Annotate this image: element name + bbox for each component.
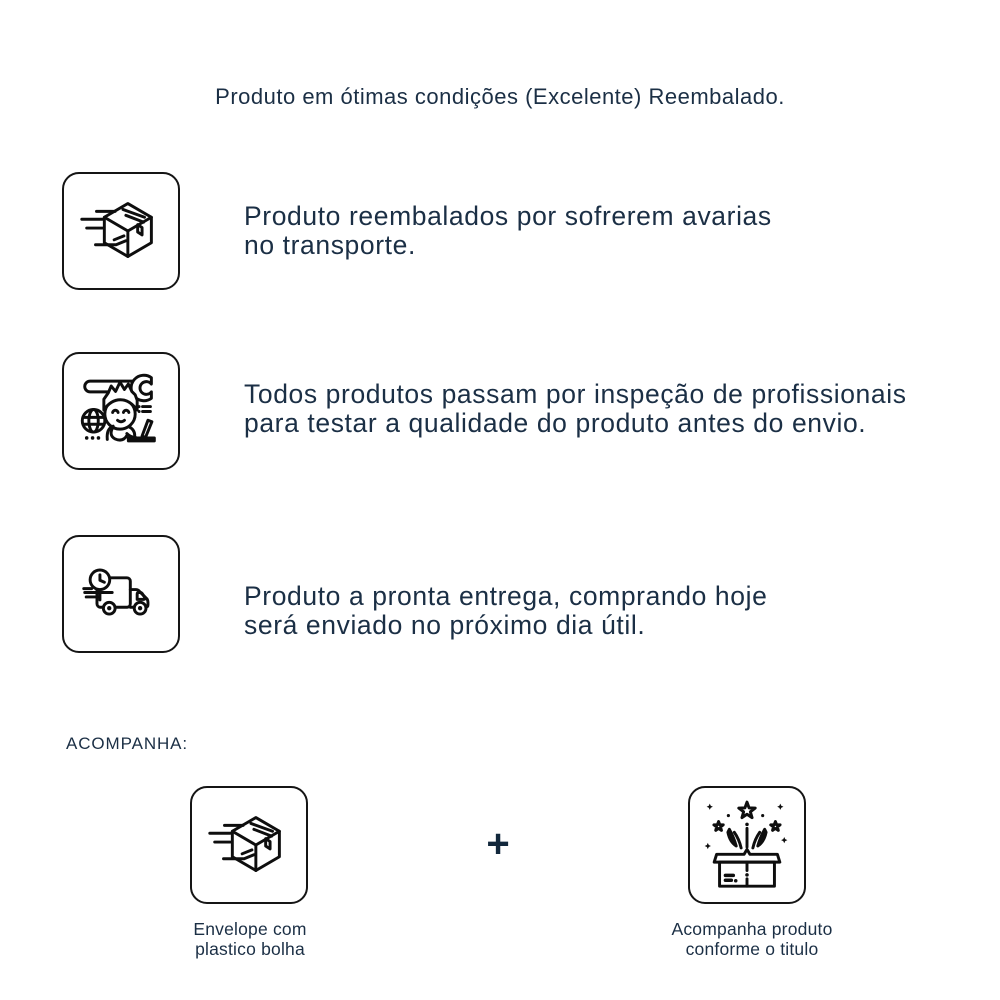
feature-icon-box-inspection	[62, 352, 180, 470]
feature-line: no transporte.	[244, 230, 416, 260]
plus-separator: +	[486, 822, 510, 866]
feature-text-inspection	[244, 380, 984, 438]
feature-icon-box-repackaged	[62, 172, 180, 290]
caption-line: plastico bolha	[195, 938, 305, 959]
page-title: Produto em ótimas condições (Excelente) Reembalado.	[215, 84, 785, 109]
quality-inspection-technician-icon	[72, 362, 170, 460]
feature-text-repackaged	[244, 202, 984, 260]
feature-line: será enviado no próximo dia útil.	[244, 610, 646, 640]
caption-line: Envelope com	[193, 919, 307, 939]
feature-icon-box-dispatch	[62, 535, 180, 653]
feature-line: Produto reembalados por sofrerem avarias	[244, 201, 772, 231]
accessory-icon-box-product	[688, 786, 806, 904]
accessory-caption-product	[642, 920, 862, 959]
fast-delivery-truck-clock-icon	[72, 545, 170, 643]
accompanies-label: ACOMPANHA:	[66, 734, 189, 753]
feature-line: Produto a pronta entrega, comprando hoje	[244, 581, 768, 611]
caption-line: Acompanha produto	[671, 919, 833, 939]
caption-line: conforme o titulo	[685, 938, 819, 959]
feature-line: Todos produtos passam por inspeção de profissionais	[244, 379, 907, 409]
fast-shipping-box-icon	[72, 182, 170, 280]
accessory-caption-envelope	[140, 920, 360, 959]
feature-line: para testar a qualidade do produto antes do envio.	[244, 408, 867, 438]
feature-text-dispatch	[244, 582, 984, 640]
accessory-icon-box-envelope	[190, 786, 308, 904]
fast-shipping-box-icon	[200, 796, 298, 894]
gift-box-fireworks-icon	[698, 796, 796, 894]
